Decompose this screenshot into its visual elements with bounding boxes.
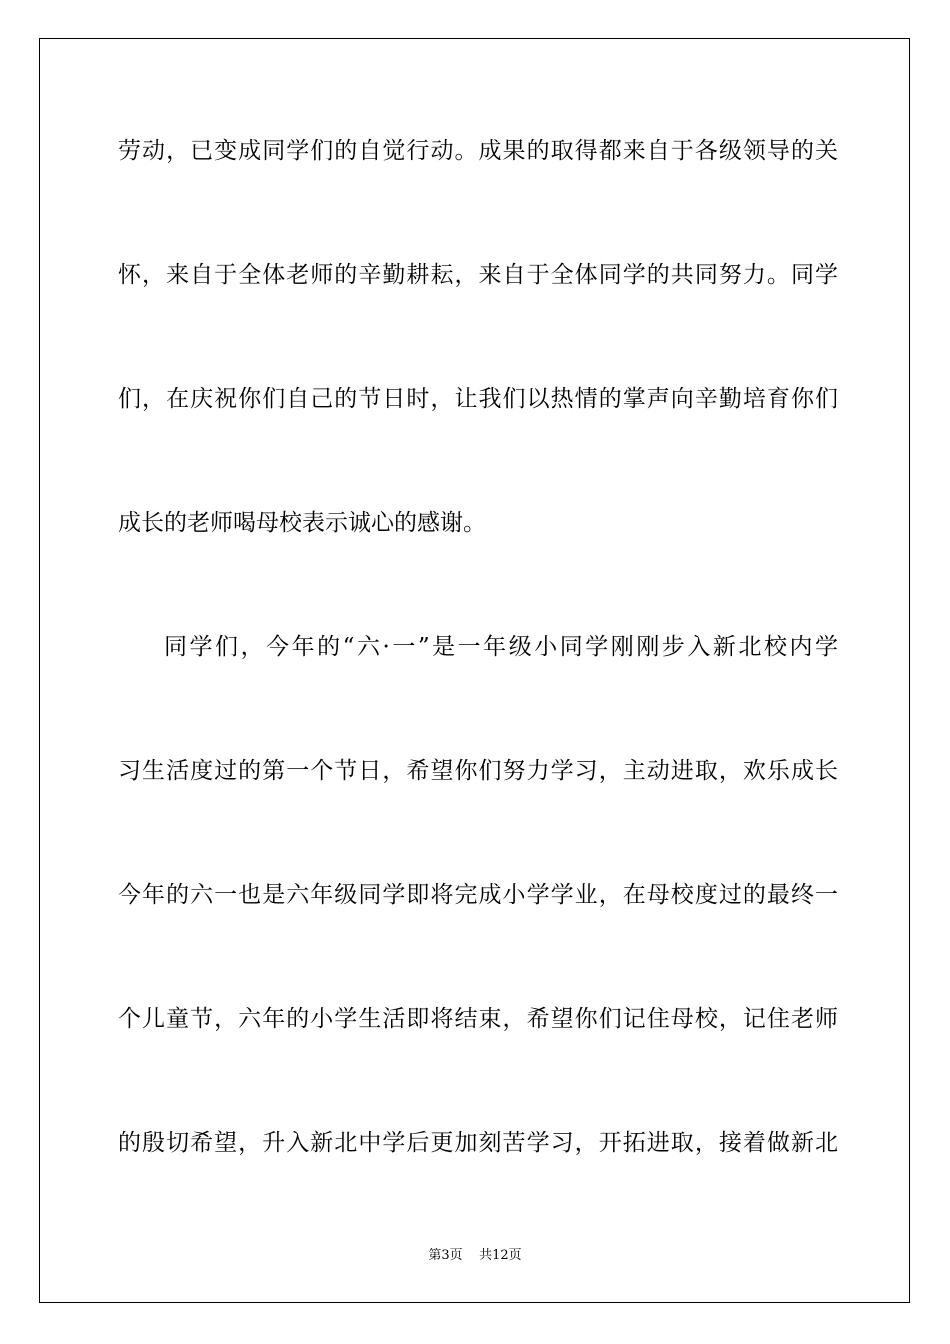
body-text-line-8: 个儿童节，六年的小学生活即将结束，希望你们记住母校，记住老师 — [118, 1006, 838, 1032]
page-total: 共12页 — [479, 1248, 522, 1263]
body-text-line-3: 们，在庆祝你们自己的节日时，让我们以热情的掌声向辛勤培育你们 — [118, 386, 838, 412]
body-text-line-1: 劳动，已变成同学们的自觉行动。成果的取得都来自于各级领导的关 — [118, 138, 838, 164]
page-number: 第3页 — [428, 1248, 463, 1263]
page-footer — [0, 1247, 950, 1265]
body-text-line-5: 同学们，今年的“六·一”是一年级小同学刚刚步入新北校内学 — [164, 634, 838, 660]
body-text-line-2: 怀，来自于全体老师的辛勤耕耘，来自于全体同学的共同努力。同学 — [118, 262, 838, 288]
body-text-line-7: 今年的六一也是六年级同学即将完成小学学业，在母校度过的最终一 — [118, 882, 838, 908]
body-text-line-9: 的殷切希望，升入新北中学后更加刻苦学习，开拓进取，接着做新北 — [118, 1130, 838, 1156]
body-text-line-6: 习生活度过的第一个节日，希望你们努力学习，主动进取，欢乐成长 — [118, 758, 838, 784]
page-border — [39, 38, 910, 1303]
body-text-line-4: 成长的老师喝母校表示诚心的感谢。 — [118, 510, 486, 536]
